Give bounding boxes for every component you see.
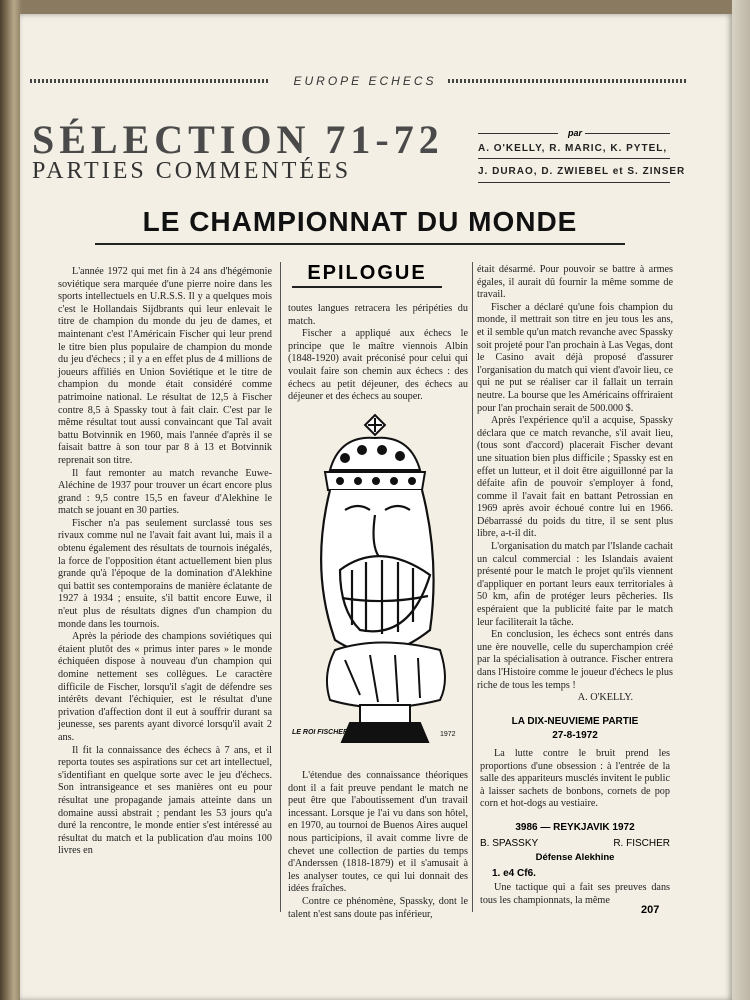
column-2-top	[288, 303, 468, 404]
paragraph: Fischer n'a pas seulement surclassé tous ses rivaux comme nul ne l'avait fait avant lui, mais il a obtenu également des résultats de tournois inégalés, la force de l'opposition étant actuellement bien plus grande qu'à l'époque de la domination d'Alekhine qui battit ses contemporains de manière éclatante de 1927 à 1934 ; ensuite, s'il battit encore Euwe, il n'eut plus de résultats dignes d'un champion du monde dans les tournois.	[58, 517, 272, 630]
header-title: EUROPE ECHECS	[293, 74, 437, 88]
column-divider-2	[472, 262, 473, 912]
game-heading: LA DIX-NEUVIEME PARTIE	[511, 716, 639, 727]
rule-right	[585, 133, 670, 134]
title-underline	[95, 243, 625, 245]
face-drawing	[321, 490, 433, 653]
opening-name: Défense Alekhine	[535, 852, 615, 863]
column-1	[58, 266, 272, 858]
rule-left	[478, 133, 558, 134]
page-number: 207	[641, 904, 660, 916]
authors-line-2: J. DURAO, D. ZWIEBEL et S. ZINSER	[478, 166, 686, 177]
game-number: 3986 — REYKJAVIK 1972	[515, 822, 635, 833]
black-player: R. FISCHER	[613, 838, 670, 849]
players-row	[480, 838, 670, 849]
article-title: LE CHAMPIONNAT DU MONDE	[142, 206, 578, 237]
running-header	[30, 70, 685, 92]
paragraph: L'année 1972 qui met fin à 24 ans d'hégémonie soviétique sera marquée d'une pierre noire dans les sports intellectuels en U.R.S.S. Il y a quelques mois c'est le Hollandais Sijdbrants qui leur enlevait le titre de champion du monde du jeu de dames, et maintenant c'est l'Américain Fischer qui leur prend le titre bien plus populaire de champion du monde du jeu d'échecs ; il y a en effet plus de 4 millions de joueurs affiliés en Union Soviétique et le titre de champion du monde était considéré comme patrimoine national. Le résultat de 12,5 à Fischer contre 8,5 à Spassky tout à fait clair. C'est par le même résultat tout aussi convaincant que Tal avait battu Botvinnik en 1960, mais l'année d'après il se faisait battre à son tour par 8 à 13 et Botvinnik reprenait son titre.	[58, 266, 272, 466]
paragraph: Une tactique qui a fait ses preuves dans tous les championnats, la même	[480, 882, 670, 906]
selection-title: SÉLECTION 71-72	[32, 117, 444, 162]
rule-mid	[478, 158, 670, 159]
paragraph: Après la période des champions soviétiques qui étaient plutôt des « primus inter pares » le monde échiquéen dispose à nouveau d'un champion qui domine nettement ses collègues. Le caractère difficile de Fischer, lorsqu'il s'agit de défendre ses intérêts devant l'échiquier, est le résultat d'une privation d'affection dont il eut à souffrir durant sa jeunesse, ses parents ayant divorcé lorsqu'il avait 2 ans.	[58, 631, 272, 743]
paragraph: La lutte contre le bruit prend les proportions d'une obsession : à l'entrée de la salle des appariteurs musclés invitent le public à laisser sachets de bonbons, cornets de pop corn et hot-dogs au vestiaire.	[480, 748, 670, 810]
game-date: 27-8-1972	[552, 730, 598, 741]
epilogue-heading: EPILOGUE	[292, 260, 442, 288]
paragraph: Fischer a appliqué aux échecs le principe que le maître viennois Albin (1848-1920) avait préconisé pour celui qui voulait faire son chemin aux échecs : des échecs au petit déjeuner, des échecs au déjeuner et des échecs au souper.	[288, 328, 468, 403]
authors-line-1: A. O'KELLY, R. MARIC, K. PYTEL,	[478, 143, 668, 154]
crown-icon	[325, 415, 425, 490]
column-2-bottom	[288, 770, 468, 921]
column-3	[477, 264, 673, 705]
game-intro	[480, 748, 670, 811]
paragraph: Fischer a déclaré qu'une fois champion du monde, il mettrait son titre en jeu tous les ans, et il semble qu'un match revanche avec Spassky soit projeté pour l'an prochain à Las Vegas, dont le Casino avait déjà proposé d'assurer l'organisation du match qui vient d'avoir lieu, ce qui ne put se réaliser car il fallait un terrain neutre. La bourse que les Américains offriraient pour l'an prochain serait de 500.000 $.	[477, 301, 674, 414]
author-signature: A. O'KELLY.	[577, 692, 633, 704]
column-divider-1	[280, 262, 281, 912]
header-dots-left	[30, 79, 270, 83]
white-player: B. SPASSKY	[480, 838, 539, 849]
fischer-caricature	[290, 410, 470, 760]
selection-subtitle: PARTIES COMMENTÉES	[32, 158, 352, 184]
move-1: 1. e4 Cf6.	[492, 868, 536, 879]
caricature-caption: LE ROI FISCHER	[292, 729, 349, 736]
rule-bottom	[478, 182, 670, 183]
paragraph: Après l'expérience qu'il a acquise, Spassky déclara que ce match revanche, s'il avait lieu, (tous sont d'accord) placerait Fischer devant une situation bien plus difficile ; Spassky est en effet un lutteur, et il doit être aiguillonné par la défaite afin de pouvoir s'employer à fond, comme il l'avait fait en battant Petrossian en 1969 après avoir échoué contre lui en 1966. Débarrassé du poids du titre, il se sent plus libre, a-t-il dit.	[477, 415, 673, 540]
by-label: par	[568, 128, 583, 138]
collar-drawing	[327, 643, 445, 743]
paragraph: Il fit la connaissance des échecs à 7 ans, et il reporta toutes ses aspirations sur cet art intellectuel, s'identifiant en quelque sorte avec le jeu d'échecs. Son intransigeance et ses manières ont eu pour résultat une propagande jamais atteinte dans un domaine aussi abstrait ; pendant les 53 jours qu'a duré la rencontre, le monde entier s'est intéressé au résultat du match et la publication d'au moins 100 livres en	[58, 744, 272, 857]
paragraph: Il faut remonter au match revanche Euwe-Aléchine de 1937 pour trouver un écart encore plus grand : 9,5 contre 15,5 en faveur d'Alekhine le match se jouant en 30 parties.	[58, 467, 272, 517]
paragraph: était désarmé. Pour pouvoir se battre à armes égales, il aurait dû fournir la même somme de travail.	[477, 264, 673, 301]
header-dots-right	[448, 79, 688, 83]
paragraph: Contre ce phénomène, Spassky, dont le talent n'est sans doute pas inférieur,	[288, 895, 468, 920]
paragraph: L'organisation du match par l'Islande cachait un calcul commercial : les Islandais avaient présenté pour le match le projet qu'ils viennent d'appliquer en portant leurs eaux territoriales à 50 km, afin de protéger leurs pêcheries. Ils espéraient que la publicité faite par le match leur faciliterait la tâche.	[477, 541, 673, 628]
caricature-signature: 1972	[440, 731, 456, 738]
paragraph: L'étendue des connaissance théoriques dont il a fait preuve pendant le match ne peut être que l'aboutissement d'un travail incessant. Lorsque je l'ai vu dans son hôtel, en 1970, au tournoi de Buenos Aires auquel nous participions, il avait comme livre de chevet une collection de parties du temps d'Anderssen (1818-1879) et il s'amusait à les analyser toutes, ce qui lui donnait des idées fraîches.	[288, 770, 468, 895]
page-edge-shadow	[732, 0, 750, 1000]
paragraph: En conclusion, les échecs sont entrés dans une ère nouvelle, celle du superchampion créé par la spécialisation à outrance. Fischer entrera dans l'Histoire comme le joueur d'échecs le plus riche de tous les temps !	[477, 629, 673, 691]
paragraph: toutes langues retracera les péripéties du match.	[288, 303, 468, 327]
